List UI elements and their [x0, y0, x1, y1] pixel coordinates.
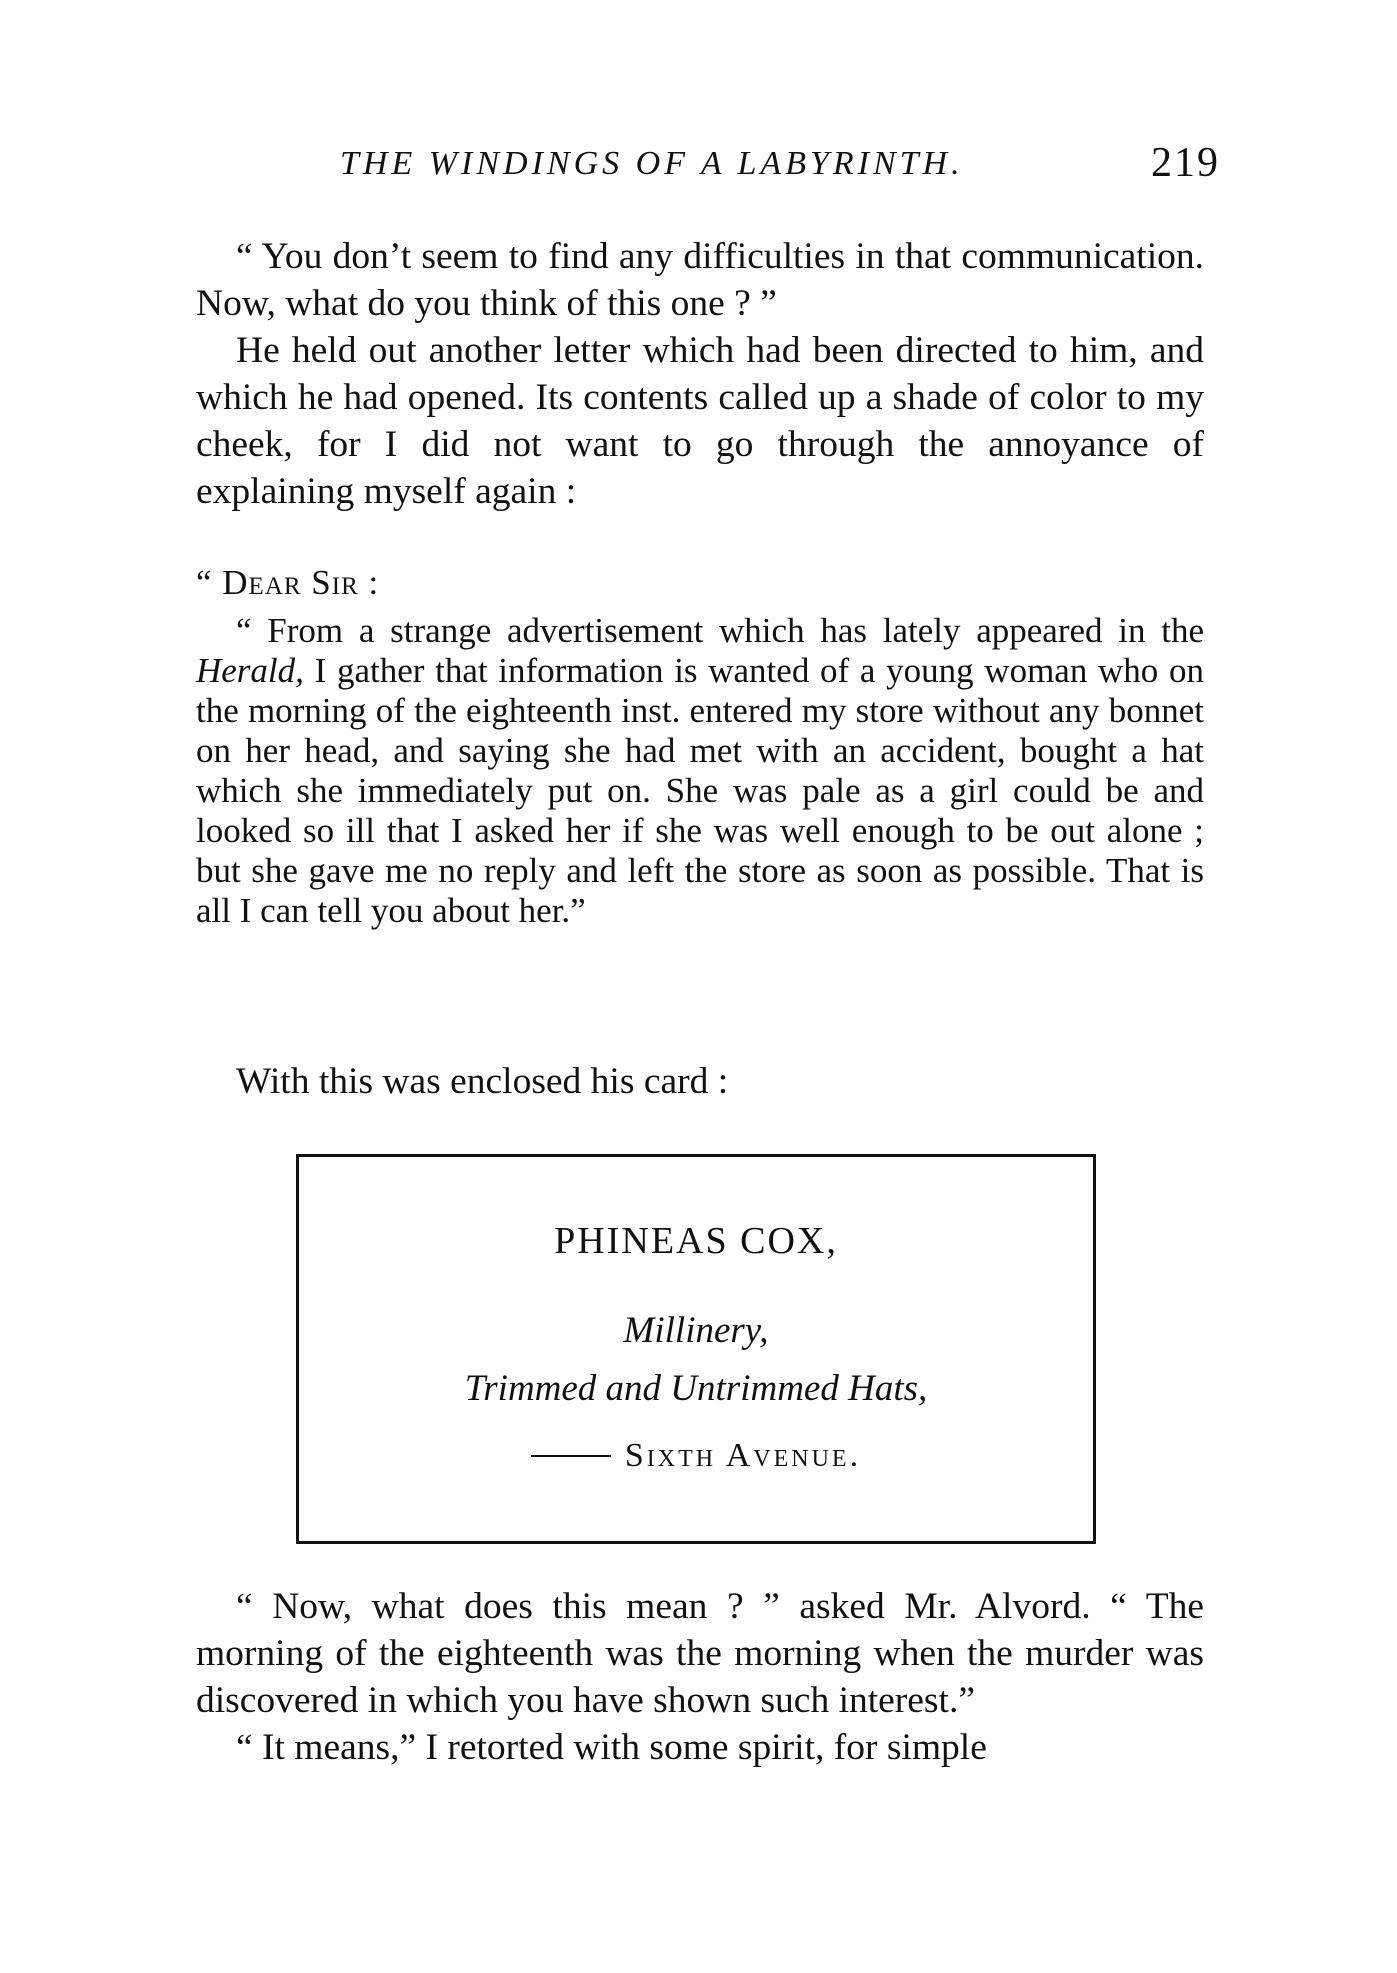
top-text-block — [196, 233, 1204, 515]
bottom-text-block — [196, 1583, 1204, 1771]
dash-rule — [531, 1455, 611, 1457]
paragraph: With this was enclosed his card : — [236, 1061, 729, 1102]
page-header — [340, 140, 1220, 195]
enclosure-text — [196, 1058, 1204, 1105]
paragraph: He held out another letter which had been directed to him, and which he had opened. Its contents called up a shade of color to my cheek, for I did not want to go through the annoyance of explaining myself again : — [196, 330, 1204, 512]
letter-body-rest: I gather that information is wanted of a young woman who on the morning of the eighteenth inst. entered my store without any bonnet on her head, and saying she had met with an accident, bought a hat which she immediately put on. She was pale as a girl could be and looked so ill that I asked her if she was well enough to be out alone ; but she gave me no reply and left the store as soon as possible. That is all I can tell you about her.” — [196, 651, 1204, 930]
letter-body — [196, 611, 1204, 931]
card-goods: Trimmed and Untrimmed Hats, — [464, 1368, 928, 1409]
letter-salutation: “ Dear Sir : — [196, 563, 380, 602]
paragraph: “ You don’t seem to find any difficulties in that communication. Now, what do you think of this one ? ” — [196, 236, 1204, 324]
letter-body-start: “ From a strange advertisement which has lately appeared in the — [236, 611, 1204, 650]
card-address: Sixth Avenue. — [624, 1437, 862, 1474]
paragraph: “ It means,” I retorted with some spirit, for simple — [236, 1727, 987, 1768]
page-number: 219 — [1151, 140, 1220, 186]
card-address-line — [299, 1437, 1093, 1475]
running-title: THE WINDINGS OF A LABYRINTH. — [340, 145, 964, 182]
newspaper-name: Herald, — [196, 651, 304, 690]
card-trade: Millinery, — [623, 1310, 769, 1351]
paragraph: “ Now, what does this mean ? ” asked Mr. Alvord. “ The morning of the eighteenth was the morning when the murder was discovered in which you have shown such interest.” — [196, 1586, 1204, 1721]
business-card — [296, 1154, 1096, 1544]
quoted-letter — [196, 563, 1204, 931]
card-name: PHINEAS COX, — [554, 1220, 838, 1262]
